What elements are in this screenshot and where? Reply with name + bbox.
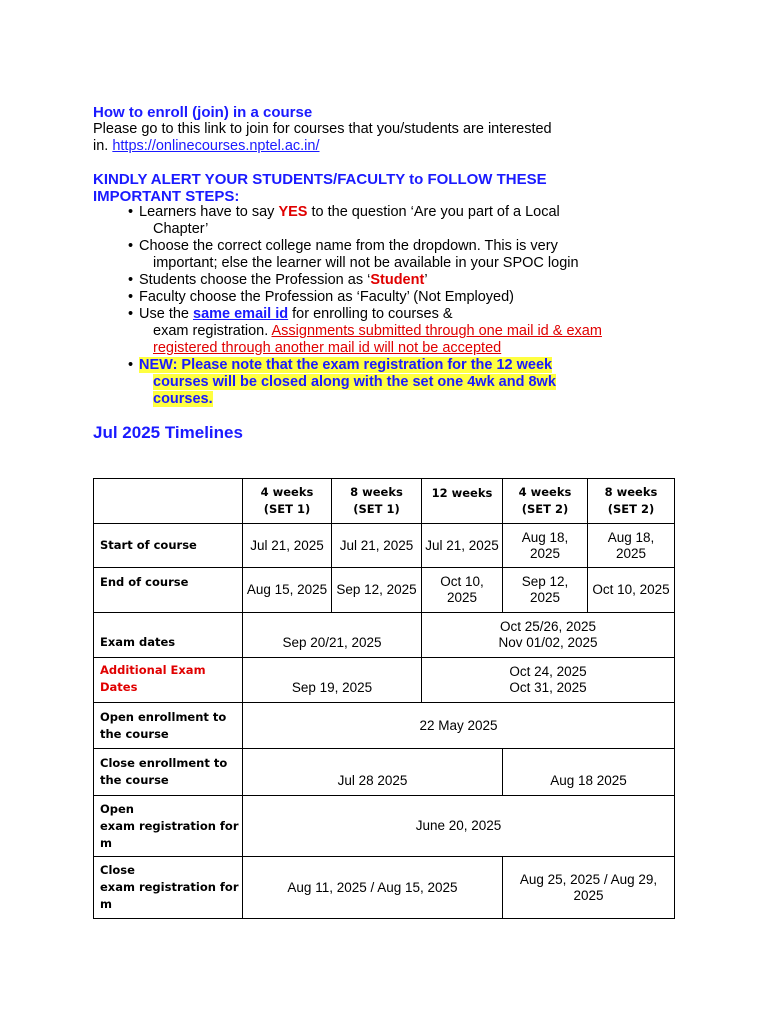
- table-cell: Jul 21, 2025: [332, 524, 422, 568]
- step3-student: Student: [370, 272, 425, 288]
- table-cell: Aug 18 2025: [503, 749, 675, 796]
- table-cell: Aug 18, 2025: [588, 524, 675, 568]
- list-item: [128, 357, 688, 408]
- table-cell: Oct 10, 2025: [588, 568, 675, 613]
- list-item: [128, 204, 688, 238]
- col-header: 4 weeks (SET 1): [243, 479, 332, 524]
- table-cell: Jul 28 2025: [243, 749, 503, 796]
- timelines-table: [93, 478, 675, 919]
- table-cell: Jul 21, 2025: [422, 524, 503, 568]
- step2-text: Choose the correct college name from the dropdown. This is very: [139, 238, 558, 254]
- step3-text-c: ’: [424, 272, 428, 288]
- alert-heading: [93, 171, 633, 205]
- step5-text: Use the: [139, 306, 193, 322]
- bullet: •: [128, 272, 134, 288]
- step3-text: Students choose the Profession as ‘: [139, 272, 371, 288]
- step6-new-notice: NEW: Please note that the exam registration for the 12 week: [139, 357, 553, 373]
- col-header: 8 weeks (SET 1): [332, 479, 422, 524]
- timelines-heading: Jul 2025 Timelines: [93, 423, 243, 442]
- table-cell: Aug 15, 2025: [243, 568, 332, 613]
- enroll-line1: Please go to this link to join for courses that you/students are interested: [93, 121, 552, 137]
- list-item: [128, 289, 688, 306]
- table-row: [94, 796, 675, 857]
- steps-list: [128, 204, 688, 408]
- table-cell: Jul 21, 2025: [243, 524, 332, 568]
- step1-yes: YES: [278, 204, 308, 220]
- step1-text: Learners have to say: [139, 204, 279, 220]
- step5-text-c: for enrolling to courses &: [288, 306, 453, 322]
- table-row: [94, 857, 675, 919]
- table-cell: 22 May 2025: [243, 703, 675, 749]
- step5-same-email: same email id: [193, 306, 289, 322]
- table-cell: Aug 18, 2025: [503, 524, 588, 568]
- list-item: [128, 272, 688, 289]
- table-cell: Sep 12, 2025: [332, 568, 422, 613]
- table-cell: Sep 20/21, 2025: [243, 613, 422, 658]
- list-item: [128, 306, 688, 357]
- step4-text: Faculty choose the Profession as ‘Faculty’ (Not Employed): [139, 289, 515, 305]
- alert-heading-line1: KINDLY ALERT YOUR STUDENTS/FACULTY to FOLLOW THESE: [93, 171, 547, 188]
- row-label: Open enrollment to the course: [94, 703, 243, 749]
- enroll-heading: How to enroll (join) in a course: [93, 104, 313, 121]
- table-row: [94, 749, 675, 796]
- row-label: Close exam registration for m: [94, 857, 243, 919]
- table-cell: Sep 12, 2025: [503, 568, 588, 613]
- table-cell: Oct 10, 2025: [422, 568, 503, 613]
- bullet: •: [128, 204, 134, 220]
- enroll-instructions: [93, 121, 653, 155]
- step2-text-b: important; else the learner will not be available in your SPOC login: [153, 255, 579, 271]
- row-label: Start of course: [94, 524, 243, 568]
- row-label: Open exam registration for m: [94, 796, 243, 857]
- bullet: •: [128, 357, 134, 373]
- table-cell: Oct 24, 2025 Oct 31, 2025: [422, 658, 675, 703]
- row-label: End of course: [94, 568, 243, 613]
- table-cell: Aug 25, 2025 / Aug 29, 2025: [503, 857, 675, 919]
- row-label: Additional Exam Dates: [94, 658, 243, 703]
- table-row: [94, 703, 675, 749]
- col-header: 4 weeks (SET 2): [503, 479, 588, 524]
- list-item: [128, 238, 688, 272]
- row-label: Close enrollment to the course: [94, 749, 243, 796]
- step6-new-notice-b: courses will be closed along with the set one 4wk and 8wk: [153, 374, 556, 390]
- bullet: •: [128, 238, 134, 254]
- table-row: [94, 479, 675, 524]
- table-cell: June 20, 2025: [243, 796, 675, 857]
- step5-warning-b: registered through another mail id will not be accepted: [153, 340, 502, 356]
- nptel-link[interactable]: https://onlinecourses.nptel.ac.in/: [112, 138, 320, 154]
- alert-heading-line2: IMPORTANT STEPS:: [93, 188, 240, 205]
- table-row: [94, 613, 675, 658]
- step5-warning: Assignments submitted through one mail id & exam: [271, 323, 602, 339]
- step1-text-c: Chapter’: [153, 221, 209, 237]
- table-cell: Sep 19, 2025: [243, 658, 422, 703]
- table-row: [94, 524, 675, 568]
- row-label: Exam dates: [94, 613, 243, 658]
- empty-cell: [94, 479, 243, 524]
- table-cell: Aug 11, 2025 / Aug 15, 2025: [243, 857, 503, 919]
- table-row: [94, 568, 675, 613]
- bullet: •: [128, 289, 134, 305]
- table-cell: Oct 25/26, 2025 Nov 01/02, 2025: [422, 613, 675, 658]
- col-header: 12 weeks: [422, 479, 503, 524]
- step5-text-d: exam registration.: [153, 323, 272, 339]
- table-row: [94, 658, 675, 703]
- col-header: 8 weeks (SET 2): [588, 479, 675, 524]
- enroll-line2-prefix: in.: [93, 138, 113, 154]
- bullet: •: [128, 306, 134, 322]
- step1-text-b: to the question ‘Are you part of a Local: [307, 204, 560, 220]
- step6-new-notice-c: courses.: [153, 391, 213, 407]
